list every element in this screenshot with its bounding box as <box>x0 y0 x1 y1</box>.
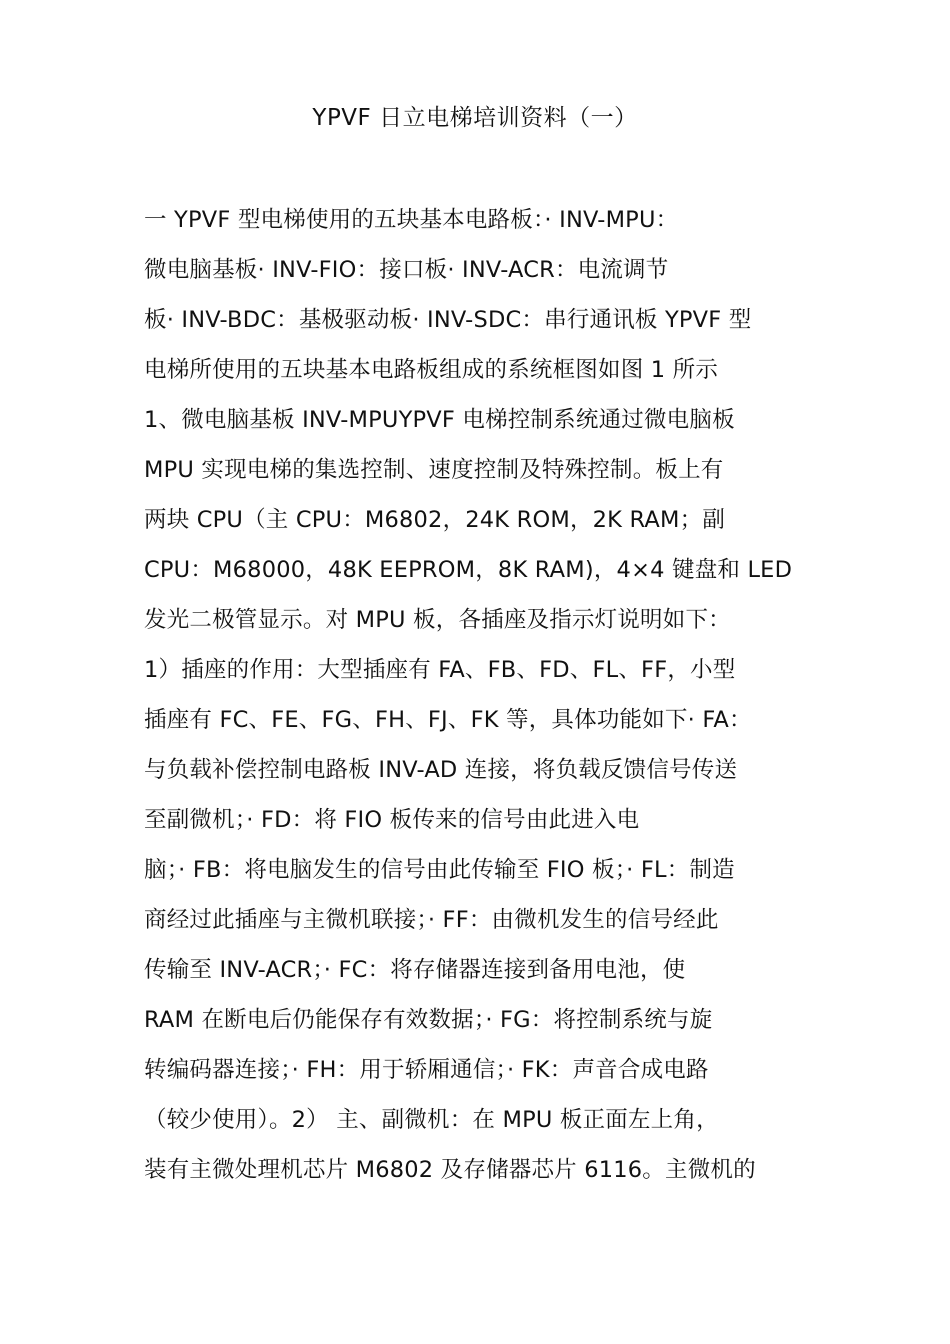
document-body <box>144 195 824 1195</box>
body-line: 微电脑基板· INV-FIO：接口板· INV-ACR：电流调节 <box>144 257 669 283</box>
body-line: 转编码器连接；· FH：用于轿厢通信；· FK：声音合成电路 <box>144 1057 709 1083</box>
body-line: 至副微机；· FD：将 FIO 板传来的信号由此进入电 <box>144 807 640 833</box>
body-line: CPU：M68000，48K EEPROM，8K RAM)，4×4 键盘和 LED <box>144 557 793 583</box>
body-line: 与负载补偿控制电路板 INV-AD 连接，将负载反馈信号传送 <box>144 757 738 783</box>
body-line: 装有主微处理机芯片 M6802 及存储器芯片 6116。主微机的 <box>144 1157 756 1183</box>
body-line: MPU 实现电梯的集选控制、速度控制及特殊控制。板上有 <box>144 457 724 483</box>
body-line: 两块 CPU（主 CPU：M6802，24K ROM，2K RAM；副 <box>144 507 726 533</box>
body-line: 1）插座的作用：大型插座有 FA、FB、FD、FL、FF，小型 <box>144 657 736 683</box>
body-line: 1、微电脑基板 INV-MPUYPVF 电梯控制系统通过微电脑板 <box>144 407 735 433</box>
body-line: 一 YPVF 型电梯使用的五块基本电路板：· INV-MPU： <box>144 207 679 233</box>
body-line: RAM 在断电后仍能保存有效数据；· FG：将控制系统与旋 <box>144 1007 713 1033</box>
body-line: 商经过此插座与主微机联接；· FF：由微机发生的信号经此 <box>144 907 719 933</box>
body-line: 发光二极管显示。对 MPU 板，各插座及指示灯说明如下： <box>144 607 731 633</box>
body-line: 板· INV-BDC：基极驱动板· INV-SDC：串行通讯板 YPVF 型 <box>144 307 752 333</box>
body-line: 脑；· FB：将电脑发生的信号由此传输至 FIO 板；· FL：制造 <box>144 857 735 883</box>
body-line: 电梯所使用的五块基本电路板组成的系统框图如图 1 所示 <box>144 357 719 383</box>
body-line: （较少使用）。2） 主、副微机：在 MPU 板正面左上角， <box>144 1107 719 1133</box>
body-line: 传输至 INV-ACR；· FC：将存储器连接到备用电池，使 <box>144 957 686 983</box>
body-line: 插座有 FC、FE、FG、FH、FJ、FK 等，具体功能如下· FA： <box>144 707 752 733</box>
document-title: YPVF 日立电梯培训资料（一） <box>312 105 638 131</box>
